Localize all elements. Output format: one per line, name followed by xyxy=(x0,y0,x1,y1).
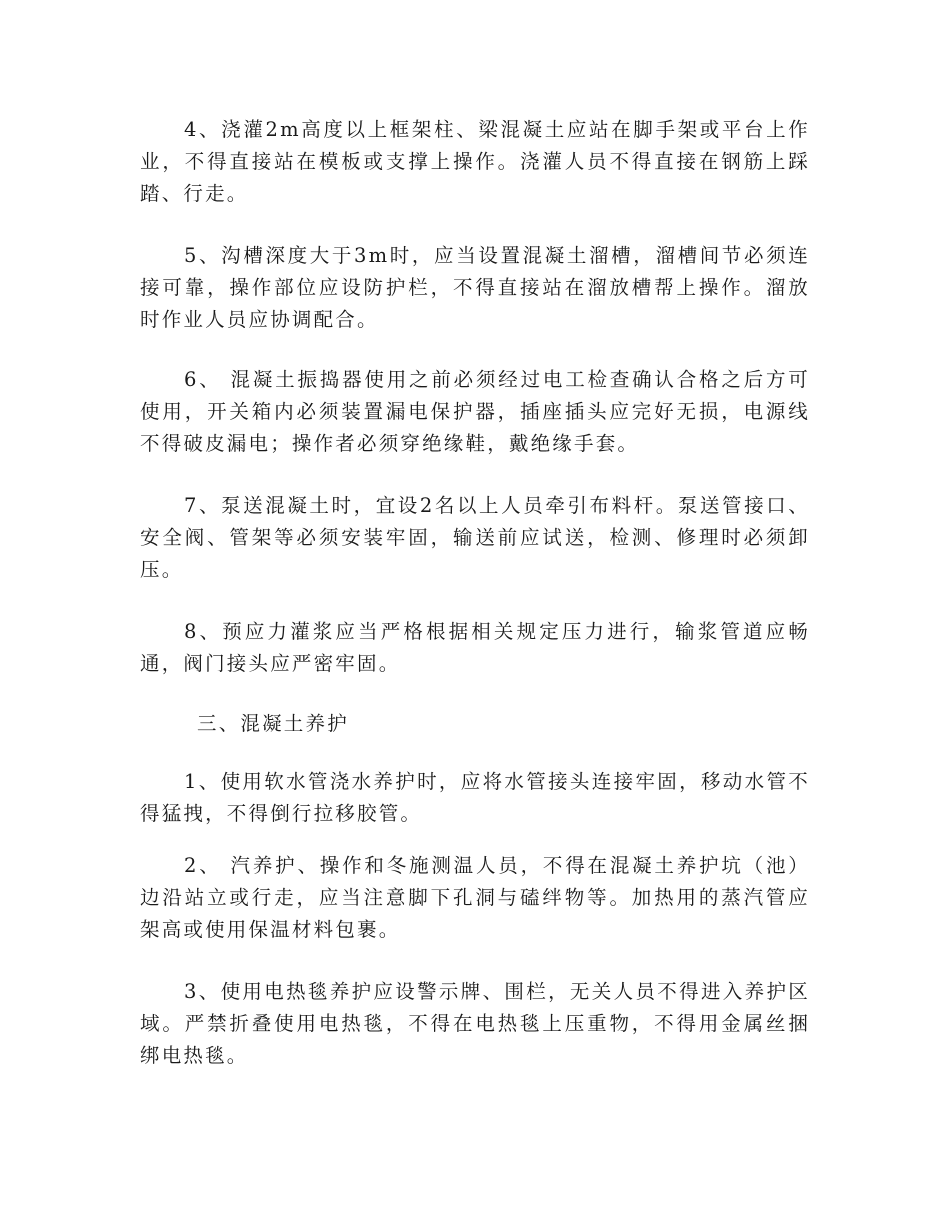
curing-item-2: 2、 汽养护、操作和冬施测温人员，不得在混凝土养护坑（池）边沿站立或行走，应当注意脚下孔洞与磕绊物等。加热用的蒸汽管应架高或使用保温材料包裹。 xyxy=(140,854,810,941)
paragraph-item-8: 8、预应力灌浆应当严格根据相关规定压力进行，输浆管道应畅通，阀门接头应严密牢固。 xyxy=(140,620,810,675)
section-heading-curing: 三、混凝土养护 xyxy=(197,712,349,735)
paragraph-item-6: 6、 混凝土振捣器使用之前必须经过电工检查确认合格之后方可使用，开关箱内必须装置漏电保护器，插座插头应完好无损，电源线不得破皮漏电；操作者必须穿绝缘鞋，戴绝缘手套。 xyxy=(140,368,810,455)
paragraph-item-7: 7、泵送混凝土时，宜设2名以上人员牵引布料杆。泵送管接口、安全阀、管架等必须安装牢固，输送前应试送，检测、修理时必须卸压。 xyxy=(140,494,810,581)
paragraph-item-4: 4、浇灌2m高度以上框架柱、梁混凝土应站在脚手架或平台上作业，不得直接站在模板或支撑上操作。浇灌人员不得直接在钢筋上踩踏、行走。 xyxy=(140,118,810,205)
paragraph-item-5: 5、沟槽深度大于3m时，应当设置混凝土溜槽，溜槽间节必须连接可靠，操作部位应设防护栏，不得直接站在溜放槽帮上操作。溜放时作业人员应协调配合。 xyxy=(140,244,810,331)
curing-item-1: 1、使用软水管浇水养护时，应将水管接头连接牢固，移动水管不得猛拽，不得倒行拉移胶管。 xyxy=(140,770,810,825)
curing-item-3: 3、使用电热毯养护应设警示牌、围栏，无关人员不得进入养护区域。严禁折叠使用电热毯，不得在电热毯上压重物，不得用金属丝捆绑电热毯。 xyxy=(140,980,810,1067)
